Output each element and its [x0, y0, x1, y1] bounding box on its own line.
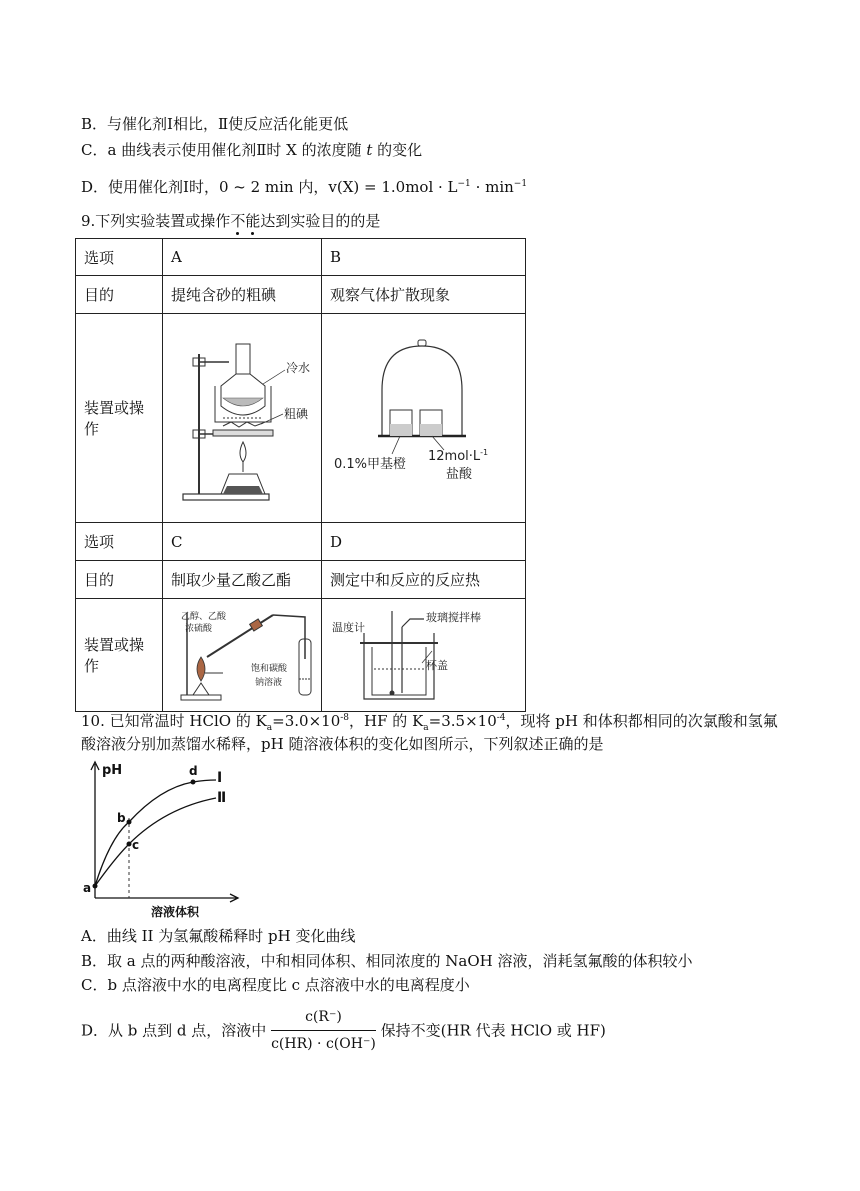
apparatus-d-cell: [322, 599, 526, 712]
point-b-label: b: [117, 811, 126, 825]
y-axis-label: pH: [102, 763, 123, 778]
q8-option-d-formula: $v(X) = 1.0mol \cdot L^{-1} \cdot \min^{-1}$: [328, 178, 528, 196]
q8-option-c-var: t: [366, 141, 373, 159]
label-sodium-carbonate-1: 饱和碳酸: [251, 664, 288, 674]
point-c-label: c: [132, 838, 140, 852]
q10-stem-line1: 10. 已知常温时 HClO 的 $K_a=3.0\times 10^{-8}$，HF 的 $K_a=3.5\times 10^{-4}$，现将 pH 和体积都相同的次氯酸和氢氟: [81, 712, 778, 733]
q10-option-d: D．从 b 点到 d 点，溶液中 $\frac{c(R^-)}{c(HR) \cdot c(OH^-)}$ 保持不变(HR 代表 HClO 或 HF): [81, 1006, 606, 1055]
apparatus-a-cell: [163, 314, 322, 523]
ph-dilution-chart: [80, 758, 250, 923]
point-d: [191, 780, 196, 785]
option-c: C: [163, 523, 322, 561]
point-d-label: d: [189, 764, 198, 778]
label-hydrochloric-acid: 盐酸: [446, 467, 473, 482]
q8-option-d: [81, 174, 527, 197]
apparatus-b-cell: [322, 314, 526, 523]
purpose-label-2: 目的: [76, 561, 163, 599]
q8-option-c: [81, 140, 422, 160]
q10-option-b: B．取 a 点的两种酸溶液，中和相同体积、相同浓度的 NaOH 溶液，消耗氢氟酸的体积较小: [81, 952, 693, 970]
label-conc-sulfuric: 浓硫酸: [185, 624, 213, 634]
point-c: [127, 842, 132, 847]
curve-ii-label: Ⅱ: [217, 790, 227, 806]
emphasis-dot-2: 能: [245, 212, 261, 230]
apparatus-label: 装置或操 作: [76, 314, 163, 523]
label-crude-iodine: 粗碘: [284, 407, 309, 421]
purpose-c: 制取少量乙酸乙酯: [163, 561, 322, 599]
label-thermometer: 温度计: [332, 621, 365, 634]
option-a: A: [163, 239, 322, 276]
curve-i-label: Ⅰ: [217, 770, 223, 786]
purpose-d: 测定中和反应的反应热: [322, 561, 526, 599]
apparatus-label-2: 装置或操 作: [76, 599, 163, 712]
q10-option-c: C．b 点溶液中水的电离程度比 c 点溶液中水的电离程度小: [81, 976, 470, 994]
sublimation-apparatus: [163, 314, 321, 518]
label-methyl-orange: 0.1%甲基橙: [334, 457, 407, 472]
q10-stem-line2: 酸溶液分别加蒸馏水稀释，pH 随溶液体积的变化如图所示，下列叙述正确的是: [81, 735, 604, 753]
fraction-denominator: c(HR) · c(OH⁻): [271, 1036, 376, 1052]
q8-option-d-pre: D．使用催化剂Ⅰ时，0 ~ 2 min 内，: [81, 178, 329, 196]
q8-option-c-post: 的变化: [372, 141, 423, 159]
esterification-apparatus: [163, 599, 321, 707]
point-a-label: a: [83, 881, 92, 895]
purpose-b: 观察气体扩散现象: [322, 276, 526, 314]
curve-i: [95, 780, 216, 886]
purpose-a: 提纯含砂的粗碘: [163, 276, 322, 314]
q8-option-b: B．与催化剂Ⅰ相比，Ⅱ使反应活化能更低: [81, 115, 349, 133]
point-b: [127, 820, 132, 825]
header-label-2: 选项: [76, 523, 163, 561]
q9-stem: 9.下列实验装置或操作不能达到实验目的的是: [81, 212, 381, 230]
label-acid-concentration: $12mol\cdot L^{-1}$: [428, 448, 489, 464]
x-axis-label: 溶液体积: [150, 905, 200, 919]
fraction-numerator: c(R⁻): [271, 1006, 376, 1031]
header-label: 选项: [76, 239, 163, 276]
label-sodium-carbonate-2: 钠溶液: [255, 678, 283, 688]
apparatus-c-cell: [163, 599, 322, 712]
fraction: [271, 1006, 376, 1055]
emphasis-dot-1: 不: [230, 212, 246, 230]
label-lid: 杯盖: [426, 659, 448, 672]
label-cold-water: 冷水: [286, 361, 311, 375]
experiment-table: [75, 238, 526, 712]
label-reagents: 乙醇、乙酸: [181, 612, 227, 622]
purpose-label: 目的: [76, 276, 163, 314]
diffusion-apparatus: [322, 314, 525, 518]
q8-option-c-pre: C．a 曲线表示使用催化剂Ⅱ时 X 的浓度随: [81, 141, 367, 159]
label-glass-stirrer: 玻璃搅拌棒: [426, 611, 481, 624]
calorimeter-apparatus: [322, 599, 525, 707]
q10-option-a: A．曲线 II 为氢氟酸稀释时 pH 变化曲线: [81, 927, 356, 945]
point-a: [93, 884, 98, 889]
option-b: B: [322, 239, 526, 276]
option-d: D: [322, 523, 526, 561]
